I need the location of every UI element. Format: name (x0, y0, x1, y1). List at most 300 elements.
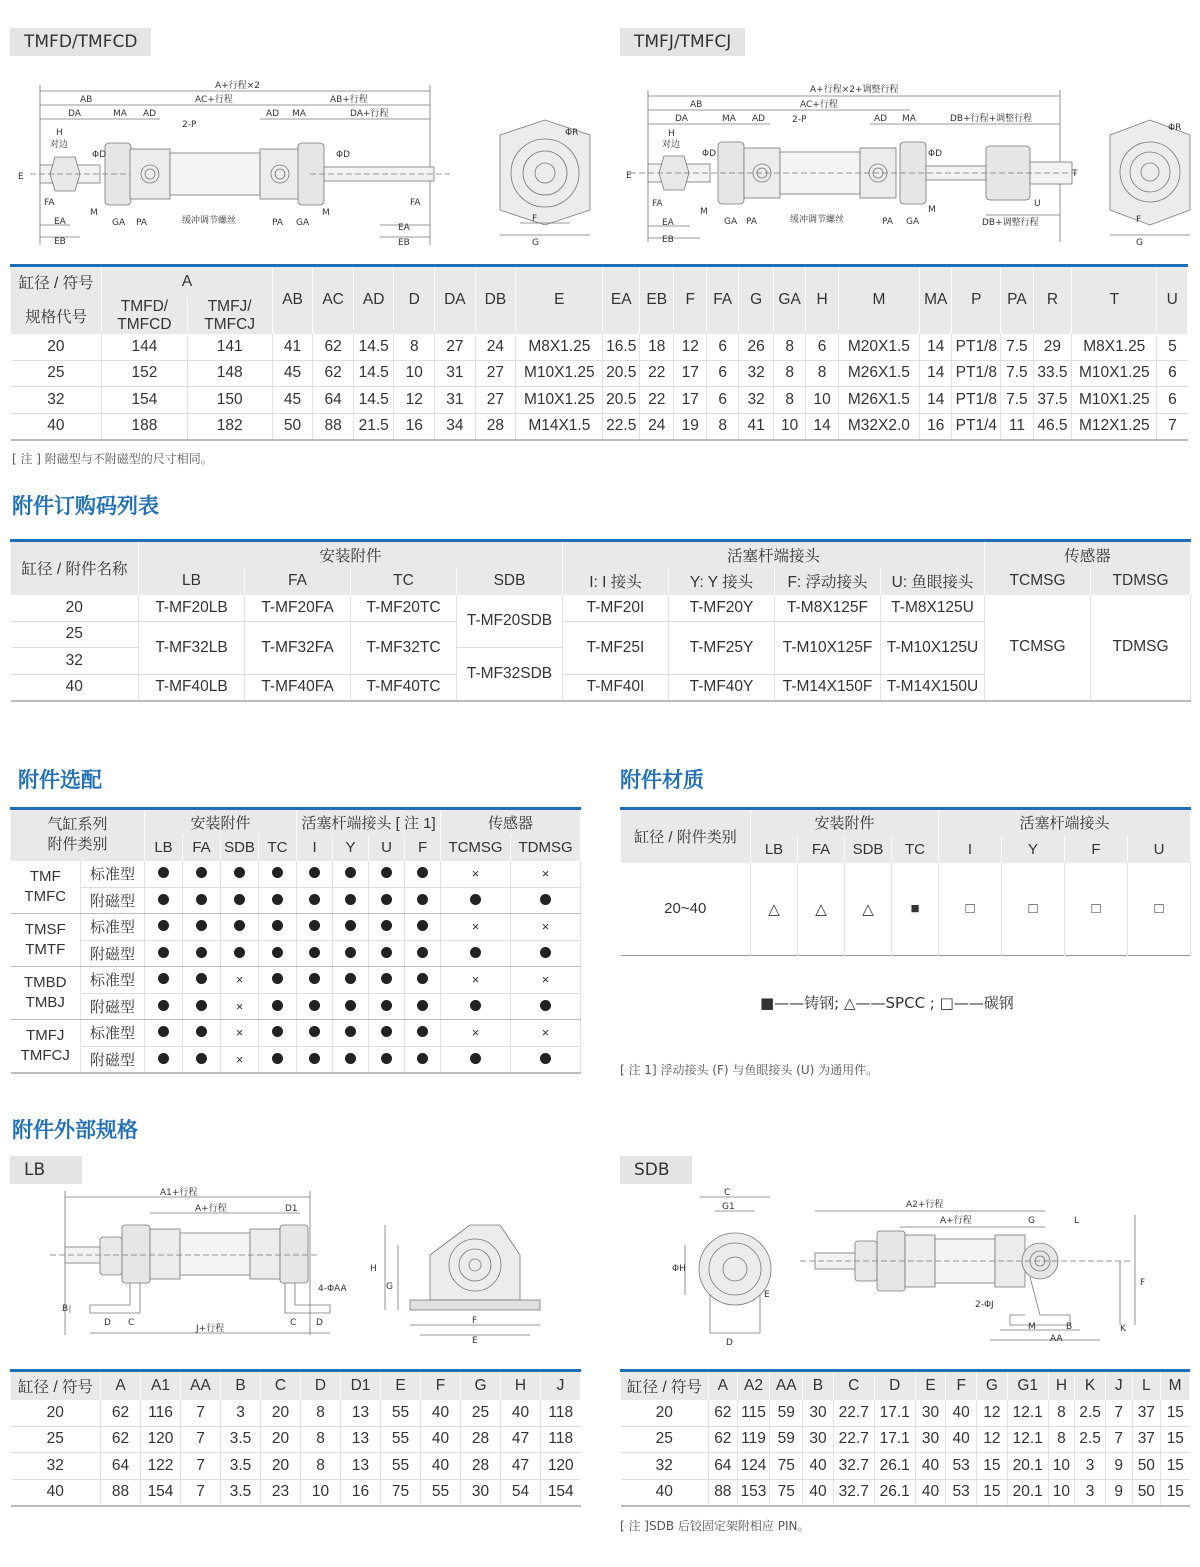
table-cell: 23 (261, 1479, 301, 1506)
cross-mark: × (541, 972, 550, 988)
series-cell: TMF TMFC (11, 861, 81, 914)
table-cell: 16 (341, 1479, 381, 1506)
dim-label: K (1120, 1324, 1126, 1334)
dim-label: C (290, 1318, 297, 1328)
table-cell: 16 (394, 413, 435, 440)
table-cell: 37 (1132, 1426, 1161, 1453)
table-cell: △ (845, 863, 892, 956)
dim-label: MA (902, 114, 916, 124)
header-cell: U (369, 835, 405, 861)
table-cell: 20.5 (603, 387, 640, 414)
mark-cell (297, 1046, 333, 1073)
table-cell: 8 (1048, 1400, 1075, 1427)
dim-label: DB+行程+调整行程 (950, 114, 1033, 124)
header-cell: LB (145, 835, 183, 861)
filled-dot-icon (309, 1026, 320, 1037)
series-cell: TMSF TMTF (11, 914, 81, 967)
table-cell: 62 (101, 1400, 141, 1427)
filled-dot-icon (345, 867, 356, 878)
cross-mark: × (471, 1025, 480, 1041)
table-cell: 20.5 (603, 360, 640, 387)
dim-label: M (1028, 1322, 1036, 1332)
table-cell: M26X1.5 (838, 387, 919, 414)
table-cell: T-MF25I (563, 621, 669, 674)
table-cell: 20 (11, 334, 102, 361)
table-cell: 20 (621, 1400, 709, 1427)
dim-label: A+行程×2 (215, 81, 260, 91)
table-row (11, 1426, 581, 1453)
header-cell: U (1128, 836, 1191, 863)
filled-dot-icon (158, 1026, 169, 1037)
table-cell: 7 (1105, 1400, 1132, 1427)
table-cell: 30 (915, 1400, 946, 1427)
selection-table (10, 807, 581, 1074)
table-cell: 8 (301, 1426, 341, 1453)
mark-cell (369, 914, 405, 941)
table-cell: 55 (381, 1400, 421, 1427)
mark-cell (511, 940, 581, 967)
table-cell: M8X1.25 (516, 334, 603, 361)
header-cell: 规格代号 (11, 298, 102, 334)
mark-cell (297, 1020, 333, 1047)
header-cell: C (261, 1371, 301, 1400)
table-cell: T-MF20FA (245, 595, 351, 622)
table-row (621, 1453, 1190, 1480)
dim-label: MA (292, 109, 306, 119)
header-cell: D1 (341, 1371, 381, 1400)
table-cell: △ (751, 863, 798, 956)
table-cell: 53 (946, 1453, 977, 1480)
table-cell: 32 (11, 1453, 101, 1480)
table-cell: 59 (770, 1426, 803, 1453)
header-cell: K (1075, 1371, 1106, 1400)
table-cell: 6 (706, 360, 738, 387)
dim-label: 2-P (792, 115, 807, 125)
dim-label: FA (410, 198, 421, 208)
table-cell: 15 (1161, 1400, 1190, 1427)
table-cell: △ (798, 863, 845, 956)
dim-label: GA (906, 217, 920, 227)
table-cell: 40 (501, 1400, 541, 1427)
header-cell: SDB (845, 836, 892, 863)
table-cell: 22.7 (833, 1400, 874, 1427)
table-cell: 7.5 (1001, 387, 1033, 414)
filled-dot-icon (470, 947, 481, 958)
dimension-table (10, 264, 1188, 441)
dim-label: M (322, 208, 330, 218)
table-cell: 14.5 (353, 360, 394, 387)
filled-dot-icon (196, 947, 207, 958)
header-cell: 传感器 (441, 809, 581, 835)
table-cell: T-M10X125F (775, 621, 881, 674)
mark-cell (259, 1020, 297, 1047)
dim-label: EB (54, 237, 66, 247)
mark-cell (405, 1020, 441, 1047)
table-row (11, 940, 581, 967)
dim-label: GA (724, 217, 738, 227)
table-cell: 62 (101, 1426, 141, 1453)
dim-label: T (1072, 169, 1078, 179)
mark-cell (333, 940, 369, 967)
header-cell: TCMSG (985, 568, 1091, 595)
header-cell: AA (181, 1371, 221, 1400)
table-cell: 16 (920, 413, 952, 440)
dim-label: 缓冲调节螺丝 (182, 216, 237, 226)
filled-dot-icon (417, 1026, 428, 1037)
header-cell: H (806, 266, 838, 334)
dim-label: ΦD (336, 150, 351, 160)
mark-cell (145, 967, 183, 994)
table-cell: 8 (773, 360, 805, 387)
table-cell: 120 (141, 1426, 181, 1453)
table-cell: 40 (803, 1453, 834, 1480)
table-cell: 8 (394, 334, 435, 361)
table-cell: T-M14X150U (881, 674, 985, 701)
mark-cell (259, 1046, 297, 1073)
filled-dot-icon (158, 1053, 169, 1064)
table-cell: 75 (770, 1453, 803, 1480)
filled-dot-icon (158, 947, 169, 958)
table-cell: 20 (261, 1400, 301, 1427)
header-cell: 活塞杆端接头 [ 注 1] (297, 809, 441, 835)
table-cell: 17 (674, 360, 706, 387)
table-cell: 22 (639, 387, 673, 414)
dim-label: J+行程 (196, 1324, 225, 1334)
mark-cell (441, 914, 511, 941)
table-cell: 34 (435, 413, 476, 440)
mark-cell (297, 861, 333, 888)
table-cell: 141 (187, 334, 272, 361)
table-row (11, 387, 1188, 414)
header-cell: G (977, 1371, 1008, 1400)
dim-label: DA (675, 114, 688, 124)
header-cell: 缸径 / 附件类别 (621, 809, 751, 863)
table-cell: 124 (737, 1453, 770, 1480)
table-cell: 15 (977, 1479, 1008, 1506)
header-cell: 缸径 / 附件名称 (11, 541, 139, 595)
mark-cell (369, 993, 405, 1020)
mark-cell (511, 1046, 581, 1073)
table-cell: 6 (706, 387, 738, 414)
header-cell: AB (272, 266, 313, 334)
type-cell: 附磁型 (81, 940, 145, 967)
table-cell: T-MF40LB (139, 674, 245, 701)
table-cell: 40 (11, 1479, 101, 1506)
table-cell: 40 (421, 1400, 461, 1427)
header-cell: I: I 接头 (563, 568, 669, 595)
section-title-external: 附件外部规格 (12, 1118, 138, 1142)
mark-cell (221, 861, 259, 888)
header-cell: AA (770, 1371, 803, 1400)
header-series: 气缸系列 (47, 816, 108, 834)
table-cell: 3 (1075, 1479, 1106, 1506)
table-cell: 62 (709, 1426, 738, 1453)
table-cell: 25 (11, 1426, 101, 1453)
mark-cell (333, 914, 369, 941)
table-cell: 152 (102, 360, 187, 387)
table-cell: 10 (1048, 1453, 1075, 1480)
table-cell: PT1/8 (952, 334, 1001, 361)
header-cell: J (541, 1371, 581, 1400)
cross-mark: × (471, 919, 480, 935)
sdb-table-body (621, 1400, 1190, 1506)
dim-label: E (18, 172, 24, 182)
dim-label: DB+调整行程 (982, 218, 1039, 228)
filled-dot-icon (158, 920, 169, 931)
table-cell: 33.5 (1033, 360, 1072, 387)
table-cell: 115 (737, 1400, 770, 1427)
filled-dot-icon (196, 867, 207, 878)
mark-cell (441, 1020, 511, 1047)
type-cell: 标准型 (81, 861, 145, 888)
table-cell: 25 (461, 1400, 501, 1427)
lb-table-header (11, 1371, 581, 1400)
filled-dot-icon (345, 1026, 356, 1037)
table-cell: 7 (1105, 1426, 1132, 1453)
table-cell: 153 (737, 1479, 770, 1506)
lb-dimension-table (10, 1369, 581, 1507)
table-cell: 32 (739, 360, 773, 387)
table-cell: 13 (341, 1426, 381, 1453)
type-cell: 附磁型 (81, 993, 145, 1020)
dim-label: ΦD (92, 150, 107, 160)
table-cell: T-M8X125F (775, 595, 881, 622)
table-cell: T-M14X150F (775, 674, 881, 701)
table-cell: 75 (381, 1479, 421, 1506)
cross-mark: × (235, 972, 244, 988)
table-cell: 50 (1132, 1453, 1161, 1480)
mark-cell (405, 861, 441, 888)
table-cell: 154 (541, 1479, 581, 1506)
filled-dot-icon (309, 973, 320, 984)
cross-mark: × (235, 998, 244, 1014)
header-cell: H (1048, 1371, 1075, 1400)
dim-label: EA (662, 218, 674, 228)
mark-cell (259, 967, 297, 994)
table-cell: 45 (272, 387, 313, 414)
dim-label: AB (80, 95, 93, 105)
table-cell: 20 (11, 595, 139, 622)
dim-label: PA (136, 218, 148, 228)
table-row (11, 413, 1188, 440)
table-cell: 12 (977, 1426, 1008, 1453)
mark-cell (221, 940, 259, 967)
header-cell: D (874, 1371, 915, 1400)
table-cell: 5 (1157, 334, 1188, 361)
series-cell: TMBD TMBJ (11, 967, 81, 1020)
table-cell: 28 (461, 1453, 501, 1480)
dim-label: MA (113, 109, 127, 119)
filled-dot-icon (417, 920, 428, 931)
table-cell: 9 (1105, 1479, 1132, 1506)
filled-dot-icon (158, 1000, 169, 1011)
table-cell: 45 (272, 360, 313, 387)
header-cell: U (1157, 266, 1188, 334)
mark-cell (369, 967, 405, 994)
header-cell: 缸径 / 符号 (621, 1371, 709, 1400)
header-cell: U: 鱼眼接头 (881, 568, 985, 595)
table-cell: T-MF40I (563, 674, 669, 701)
header-cell: 缸径 / 符号 (11, 1371, 101, 1400)
mark-cell (145, 887, 183, 914)
mark-cell (333, 993, 369, 1020)
table-cell: 37 (1132, 1400, 1161, 1427)
filled-dot-icon (417, 947, 428, 958)
mark-cell (297, 967, 333, 994)
table-cell: 8 (806, 360, 838, 387)
mark-cell (183, 967, 221, 994)
table-cell: 7.5 (1001, 334, 1033, 361)
header-cell: MA (920, 266, 952, 334)
dim-label: AD (874, 114, 888, 124)
mark-cell (405, 1046, 441, 1073)
dim-label: EA (398, 223, 410, 233)
filled-dot-icon (417, 1053, 428, 1064)
filled-dot-icon (381, 1026, 392, 1037)
cylinder-drawing-tmfj (620, 80, 1195, 250)
header-cell: Y (333, 835, 369, 861)
header-cell: TCMSG (441, 835, 511, 861)
table-cell: 10 (301, 1479, 341, 1506)
table-cell: 24 (475, 334, 516, 361)
dim-label: D1 (285, 1204, 298, 1214)
mark-cell (511, 993, 581, 1020)
table-cell: 18 (639, 334, 673, 361)
dim-label: DA (68, 109, 81, 119)
mark-cell (441, 967, 511, 994)
section-title-order: 附件订购码列表 (12, 494, 159, 518)
header-cell: TMFJ/ TMFCJ (187, 298, 272, 334)
header-cell: FA (183, 835, 221, 861)
table-cell: T-MF20I (563, 595, 669, 622)
table-cell: 24 (639, 413, 673, 440)
table-cell: 31 (435, 360, 476, 387)
mark-cell (369, 940, 405, 967)
cross-mark: × (471, 866, 480, 881)
table-cell: 8 (706, 413, 738, 440)
header-cell: G (739, 266, 773, 334)
header-cell: 活塞杆端接头 (563, 541, 985, 568)
mark-cell (405, 993, 441, 1020)
header-cell: 活塞杆端接头 (939, 809, 1191, 836)
header-cell: E (915, 1371, 946, 1400)
dim-label: AD (143, 109, 157, 119)
dim-label: AA (1050, 1334, 1063, 1344)
header-cell: AD (353, 266, 394, 334)
dim-label: 2-ΦJ (975, 1300, 994, 1310)
header-cell: J (1105, 1371, 1132, 1400)
filled-dot-icon (309, 1000, 320, 1011)
table-cell: 32.7 (833, 1453, 874, 1480)
filled-dot-icon (381, 867, 392, 878)
mark-cell (145, 940, 183, 967)
filled-dot-icon (196, 920, 207, 931)
table-cell: 10 (773, 413, 805, 440)
mark-cell (441, 1046, 511, 1073)
dim-label: FA (44, 198, 55, 208)
table-row (621, 1400, 1190, 1427)
mark-cell (441, 861, 511, 888)
table-row (11, 1453, 581, 1480)
sdb-dimension-table (620, 1369, 1190, 1507)
table-cell: 64 (101, 1453, 141, 1480)
table-cell: 7 (1157, 413, 1188, 440)
dim-label: G1 (722, 1202, 735, 1212)
filled-dot-icon (540, 1053, 551, 1064)
table-row (11, 1020, 581, 1047)
filled-dot-icon (272, 973, 283, 984)
table-cell: 40 (11, 413, 102, 440)
table-row (11, 914, 581, 941)
mark-cell (183, 1046, 221, 1073)
mark-cell (145, 861, 183, 888)
dim-label: A1+行程 (160, 1188, 198, 1198)
header-cell: TDMSG (1091, 568, 1191, 595)
table-cell: 55 (381, 1453, 421, 1480)
table-cell: 27 (475, 387, 516, 414)
filled-dot-icon (309, 1053, 320, 1064)
table-cell: 7 (181, 1400, 221, 1427)
table-cell: 40 (421, 1426, 461, 1453)
dim-label: AD (752, 114, 766, 124)
table-cell: 26 (739, 334, 773, 361)
material-legend: ■——铸钢; △——SPCC ; □——碳钢 (760, 994, 1014, 1012)
table-cell: 25 (621, 1426, 709, 1453)
table-cell: 40 (621, 1479, 709, 1506)
table-cell: 20 (261, 1453, 301, 1480)
table-cell: 3 (1075, 1453, 1106, 1480)
material-table (620, 807, 1191, 956)
table-cell: 120 (541, 1453, 581, 1480)
table-cell: 32 (739, 387, 773, 414)
table-cell: M14X1.5 (516, 413, 603, 440)
header-cell: H (501, 1371, 541, 1400)
table-cell: 182 (187, 413, 272, 440)
table-cell: 30 (461, 1479, 501, 1506)
cross-mark: × (471, 972, 480, 988)
table-cell: 10 (1048, 1479, 1075, 1506)
dim-label: H (370, 1264, 377, 1274)
table-cell: T-MF20SDB (457, 595, 563, 648)
table-row (11, 993, 581, 1020)
mark-cell (369, 887, 405, 914)
table-cell: 55 (381, 1426, 421, 1453)
dim-label: EB (398, 238, 410, 248)
table-row (11, 334, 1188, 361)
table-cell: 116 (141, 1400, 181, 1427)
dim-label: M (928, 205, 936, 215)
table-cell: 27 (435, 334, 476, 361)
dim-label: PA (272, 218, 284, 228)
filled-dot-icon (470, 1053, 481, 1064)
dim-label: GA (296, 218, 310, 228)
header-cell: TC (351, 568, 457, 595)
table-cell: 32.7 (833, 1479, 874, 1506)
table-cell: 7.5 (1001, 360, 1033, 387)
mark-cell (297, 914, 333, 941)
filled-dot-icon (309, 867, 320, 878)
order-code-table (10, 539, 1191, 702)
header-cell: EA (603, 266, 640, 334)
table-cell: 20.1 (1007, 1479, 1048, 1506)
table-cell: 8 (773, 387, 805, 414)
header-cell: L (1132, 1371, 1161, 1400)
filled-dot-icon (309, 894, 320, 905)
header-cell: I (297, 835, 333, 861)
dim-label: ΦR (565, 128, 579, 138)
filled-dot-icon (381, 947, 392, 958)
table-cell: 119 (737, 1426, 770, 1453)
